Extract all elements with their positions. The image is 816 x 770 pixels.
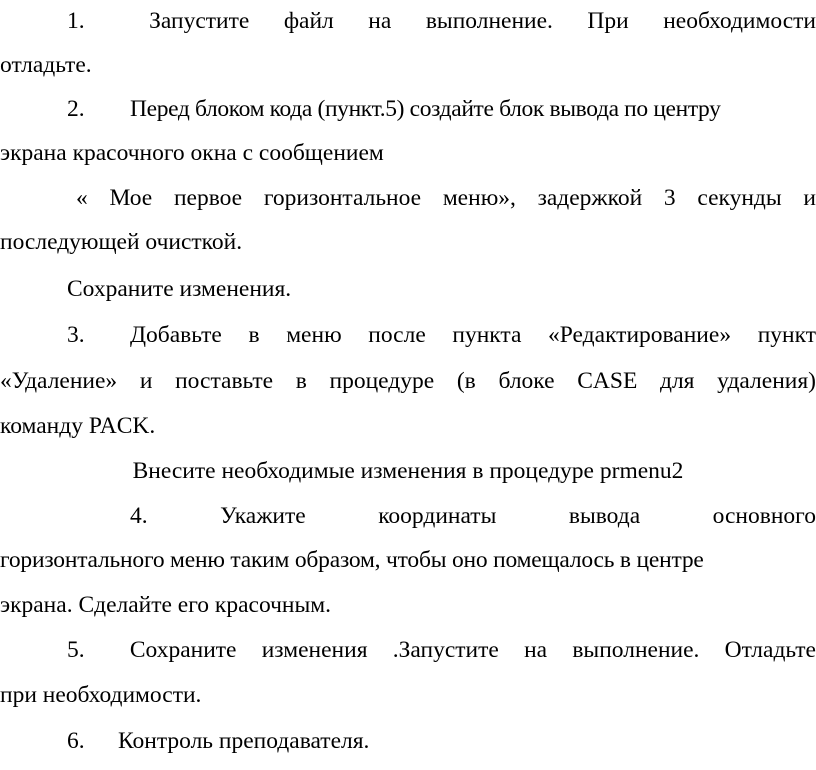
word: после (368, 322, 426, 348)
line-text: отладьте. (0, 52, 92, 78)
text-line-7 (0, 272, 816, 306)
word: на (524, 637, 548, 663)
word: При (587, 8, 629, 34)
word: удаления) (717, 368, 816, 394)
word: изменения (261, 637, 368, 663)
word: процедуре (329, 368, 435, 394)
word: файл (283, 8, 334, 34)
text-line-17 (0, 724, 816, 758)
word: «Редактирование» (548, 322, 732, 348)
word: первое (173, 185, 243, 211)
text-line-5 (76, 181, 816, 215)
text-line-9 (0, 364, 816, 398)
text-line-3 (0, 92, 816, 126)
word: вывода (568, 503, 641, 529)
word: CASE (577, 368, 638, 394)
text-line-11 (0, 454, 816, 488)
line-text: экрана красочного окна с сообщением (0, 140, 384, 166)
word: Запустите (149, 8, 250, 34)
word: поставьте (175, 368, 274, 394)
line-text: экрана. Сделайте его красочным. (0, 592, 332, 618)
list-number: 3. (67, 322, 85, 348)
word: выполнение. (425, 8, 553, 34)
line-text: при необходимости. (0, 682, 202, 708)
line-text: горизонтального меню таким образом, чтобы оно помещалось в центре (0, 547, 704, 573)
word: в (295, 368, 307, 394)
text-line-15 (67, 633, 816, 667)
word: задержкой (537, 185, 643, 211)
word: на (368, 8, 392, 34)
word: «Удаление» (0, 368, 118, 394)
line-text: Внесите необходимые изменения в процедуре prmenu2 (132, 458, 684, 484)
word: Отладьте (724, 637, 816, 663)
word: и (139, 368, 153, 394)
text-line-10 (0, 409, 816, 443)
word: в (248, 322, 260, 348)
word: Сохраните (129, 637, 237, 663)
text-line-14 (0, 588, 816, 622)
word: 3 (663, 185, 676, 211)
line-text: Сохраните изменения. (67, 276, 292, 302)
word: Добавьте (130, 322, 222, 348)
list-number: 4. (130, 503, 148, 529)
word: « (76, 185, 88, 211)
word: пункта (452, 322, 522, 348)
line-text: Контроль преподавателя. (118, 728, 370, 754)
text-line-13 (0, 543, 816, 577)
word: выполнение. (572, 637, 700, 663)
list-number: 6. (67, 728, 85, 754)
text-line-2 (0, 48, 816, 82)
word: (в (456, 368, 476, 394)
word: для (660, 368, 695, 394)
text-line-8 (0, 318, 816, 352)
text-line-6 (0, 225, 816, 259)
word: пункт (757, 322, 816, 348)
justified-text (130, 318, 816, 352)
word: горизонтальное (263, 185, 422, 211)
line-text: команду PACK. (0, 413, 156, 439)
word: и (803, 185, 816, 211)
text-line-4 (0, 136, 816, 170)
list-number: 2. (67, 96, 85, 122)
line-text: Перед блоком кода (пункт.5) создайте блок вывода по центру (130, 96, 721, 122)
text-line-1 (67, 4, 816, 38)
text-line-12 (130, 499, 816, 533)
word: .Запустите (392, 637, 499, 663)
word: меню (286, 322, 342, 348)
text-line-16 (0, 678, 816, 712)
word: координаты (378, 503, 497, 529)
word: необходимости (663, 8, 816, 34)
word: Мое (109, 185, 153, 211)
line-text: последующей очисткой. (0, 229, 243, 255)
word: основного (712, 503, 816, 529)
word: блоке (498, 368, 555, 394)
word: секунды (697, 185, 782, 211)
word: Укажите (220, 503, 306, 529)
list-number: 5. (67, 637, 85, 663)
word: 1. (67, 8, 85, 34)
word: меню», (442, 185, 516, 211)
